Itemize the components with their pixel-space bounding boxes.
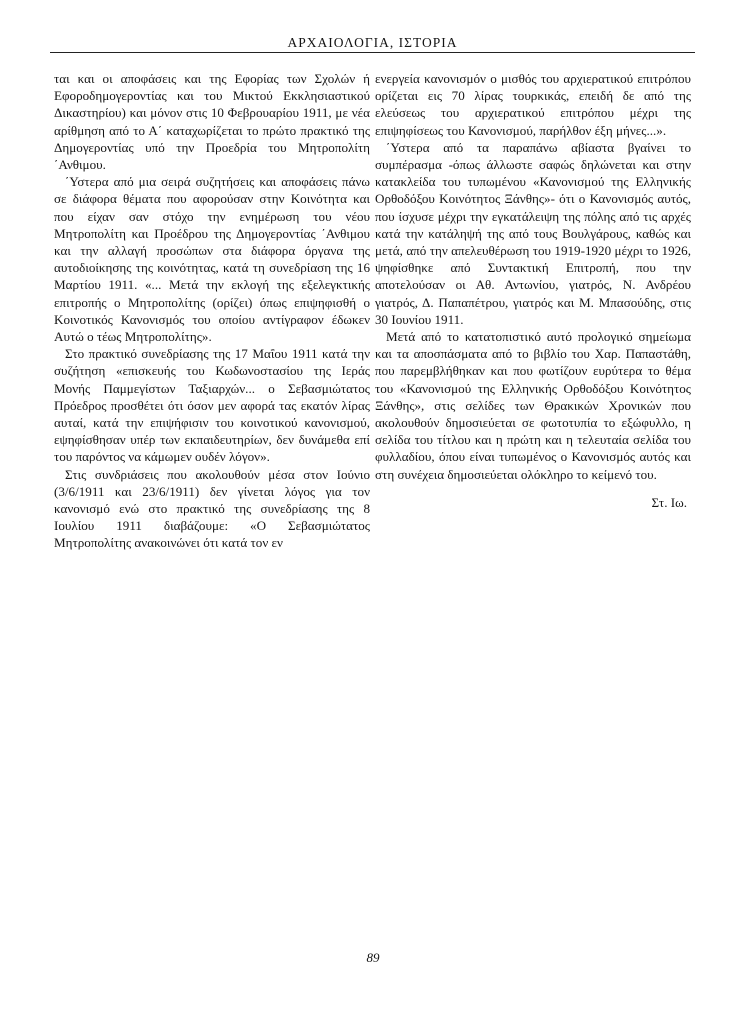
paragraph: ενεργεία κανονισμόν ο μισθός του αρχιερατικού επιτρόπου ορίζεται εις 70 λίρας τουρκικάς, επειδή δε από της ελεύσεως του αρχιερατικού επιτρόπου μέχρι της επιψηφίσεως του Κανονισμού, παρήλθον έξη μήνες...». [375,71,691,138]
running-header: ΑΡΧΑΙΟΛΟΓΙΑ, ΙΣΤΟΡΙΑ [287,35,458,50]
paragraph: ΄Υστερα από τα παραπάνω αβίαστα βγαίνει το συμπέρασμα -όπως άλλωστε σαφώς δηλώνεται και στην κατακλείδα του τυπωμένου «Κανονισμού της Ελληνικής Ορθοδόξου Κοινότητος Ξάνθης»- ότι ο Κανονισμός αυτός, που ίσχυσε μέχρι την εγκατάλειψη της πόλης από τις αρχές κατά την κατάληψή της από τους Βουλγάρους, καθώς και μετά, από την απελευθέρωση του 1919-1920 μέχρι το 1926, ψηφίσθηκε από Συντακτική Επιτροπή, που την αποτελούσαν οι Αθ. Αντωνίου, γιατρός, Ν. Ανδρέου γιατρός, Δ. Παπαπέτρου, γιατρός και Μ. Μπασούδης, στις 30 Ιουνίου 1911. [375,139,691,327]
paragraph: ΄Υστερα από μια σειρά συζητήσεις και αποφάσεις πάνω σε διάφορα θέματα που αφορούσαν στην Κοινότητα και που είχαν σαν στόχο την ενημέρωση του νέου Μητροπολίτη και Προέδρου της Δημογεροντίας ΄Ανθιμου και την αλλαγή προσώπων στα διάφορα όργανα της αυτοδιοίκησης της κοινότητας, κατά τη συνεδρίαση της 16 Μαρτίου 1911. «... Μετά την εκλογή της εξελεγκτικής επιτροπής ο Μητροπολίτης (ορίζει) όπως επιψηφισθή ο Κοινοτικός Κανονισμός του οποίου αντίγραφον έδωκεν Αυτώ ο τέως Μητροπολίτης». [54,174,370,345]
paragraph: Στις συνδριάσεις που ακολουθούν μέσα στον Ιούνιο (3/6/1911 και 23/6/1911) δεν γίνεται λόγος για τον κανονισμό ενώ στο πρακτικό της συνεδρίασης της 8 Ιουλίου 1911 διαβάζουμε: «Ο Σεβασμιώτατος Μητροπολίτης ανακοινώνει ότι κατά τον εν [54,466,370,551]
author-signature: Στ. Ιω. [651,494,687,510]
page-number: 89 [366,950,380,965]
paragraph: Στο πρακτικό συνεδρίασης της 17 Μαΐου 1911 κατά την συζήτηση «επισκευής του Κωδωνοστασίου της Ιεράς Μονής Παμμεγίστων Ταξιαρχών... ο Σεβασμιώτατος Πρόεδρος προσθέτει ότι όσον μεν αφορά τας εκατόν λίρας αυταί, κατά την επιψήφισιν του κοινοτικού κανονισμού, εψηφίσθησαν υπέρ των εκπαιδευτηρίων, δεν δυνάμεθα επί του παρόντος να κάμωμεν ουδέν λόγον». [54,346,370,465]
paragraph: Μετά από το κατατοπιστικό αυτό προλογικό σημείωμα και τα αποσπάσματα από το βιβλίο του Χαρ. Παπαστάθη, που παρεμβλήθηκαν και που φωτίζουν ευρύτερα το θέμα του «Κανονισμού της Ελληνικής Ορθοδόξου Κοινότητος Ξάνθης», στις σελίδες των Θρακικών Χρονικών που ακολουθούν δημοσιεύεται σε φωτοτυπία το εξώφυλλο, η σελίδα του τίτλου και η πρώτη και η τελευταία σελίδα του φυλλαδίου, όπου είναι τυπωμένος ο Κανονισμός αυτός και στη συνέχεια δημοσιεύεται ολόκληρο το κείμενό του. [375,329,691,482]
left-column [54,70,370,552]
header-rule [50,52,695,53]
right-column [375,70,691,511]
paragraph: ται και οι αποφάσεις και της Εφορίας των Σχολών ή Εφοροδημογεροντίας και του Μικτού Εκκλησιαστικού Δικαστηρίου) και μόνον στις 10 Φεβρουαρίου 1911, με νέα αρίθμηση από το Α΄ καταχωρίζεται το πρώτο πρακτικό της Δημογεροντίας υπό την Προεδρία του Μητροπολίτη ΄Ανθιμου. [54,71,370,173]
